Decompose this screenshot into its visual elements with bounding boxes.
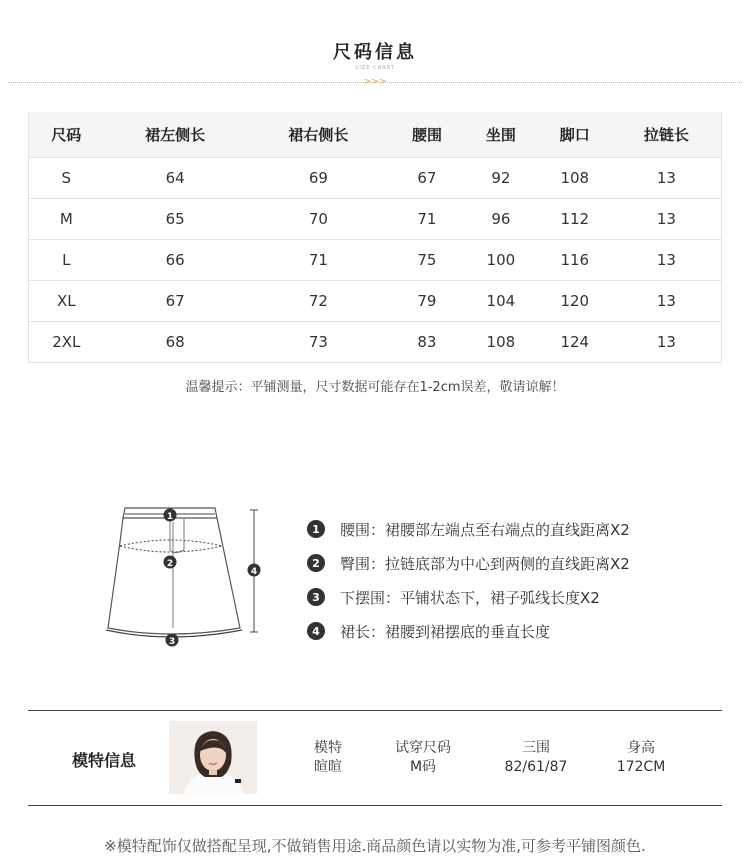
table-cell: 71 xyxy=(390,199,464,240)
table-cell: 65 xyxy=(104,199,247,240)
table-row xyxy=(29,158,722,199)
legend-item xyxy=(307,580,630,614)
table-cell: L xyxy=(29,240,104,281)
legend-text: 腰围：裙腰部左端点至右端点的直线距离X2 xyxy=(340,520,630,539)
svg-text:3: 3 xyxy=(168,637,176,647)
table-cell: 116 xyxy=(538,240,612,281)
header-cell: 裙右侧长 xyxy=(247,112,390,158)
table-row xyxy=(29,281,722,322)
model-size xyxy=(383,739,463,777)
table-cell: 13 xyxy=(612,281,722,322)
table-cell: 79 xyxy=(390,281,464,322)
size-table xyxy=(28,112,722,363)
table-cell: XL xyxy=(29,281,104,322)
table-cell: 69 xyxy=(247,158,390,199)
header-cell: 腰围 xyxy=(390,112,464,158)
table-cell: 112 xyxy=(538,199,612,240)
table-cell: 75 xyxy=(390,240,464,281)
model-height-value: 172CM xyxy=(616,759,666,775)
number-badge: 3 xyxy=(307,588,325,606)
table-cell: S xyxy=(29,158,104,199)
model-bottom-divider xyxy=(28,805,722,806)
model-top-divider xyxy=(28,710,722,711)
table-cell: 83 xyxy=(390,322,464,363)
legend-text: 臀围：拉链底部为中心到两侧的直线距离X2 xyxy=(340,554,630,573)
page-subtitle: SIZE CHART xyxy=(355,65,395,71)
table-cell: 73 xyxy=(247,322,390,363)
model-name xyxy=(303,739,353,777)
header xyxy=(0,38,750,71)
model-photo xyxy=(169,721,257,794)
disclaimer-footer: ※模特配饰仅做搭配呈现,不做销售用途.商品颜色请以实物为准,可参考平铺图颜色. xyxy=(104,837,646,855)
legend-text: 裙长：裙腰到裙摆底的垂直长度 xyxy=(340,622,551,641)
number-badge: 2 xyxy=(307,554,325,572)
header-cell: 坐围 xyxy=(464,112,538,158)
table-row xyxy=(29,199,722,240)
table-header-row xyxy=(29,112,722,158)
table-cell: 71 xyxy=(247,240,390,281)
table-row xyxy=(29,240,722,281)
measurement-legend xyxy=(307,512,630,648)
table-cell: 67 xyxy=(104,281,247,322)
table-cell: 13 xyxy=(612,322,722,363)
number-badge: 1 xyxy=(307,520,325,538)
table-cell: 108 xyxy=(464,322,538,363)
legend-item xyxy=(307,614,630,648)
table-cell: 72 xyxy=(247,281,390,322)
measurement-tip: 温馨提示：平铺测量，尺寸数据可能存在1-2cm误差，敬请谅解！ xyxy=(185,380,565,395)
model-measure-value: 82/61/87 xyxy=(504,759,568,775)
skirt-diagram xyxy=(100,500,270,650)
model-size-label: 试穿尺码 xyxy=(395,740,451,756)
header-cell: 拉链长 xyxy=(612,112,722,158)
table-cell: 120 xyxy=(538,281,612,322)
header-divider xyxy=(8,82,742,83)
table-cell: 67 xyxy=(390,158,464,199)
svg-text:2: 2 xyxy=(166,559,174,569)
table-cell: 104 xyxy=(464,281,538,322)
skirt-outline-icon xyxy=(100,500,270,650)
header-cell: 脚口 xyxy=(538,112,612,158)
table-cell: M xyxy=(29,199,104,240)
model-measure-label: 三围 xyxy=(522,740,550,756)
table-cell: 68 xyxy=(104,322,247,363)
table-cell: 13 xyxy=(612,158,722,199)
model-measurements xyxy=(493,739,579,777)
legend-item xyxy=(307,546,630,580)
model-height-label: 身高 xyxy=(627,740,655,756)
model-portrait-icon xyxy=(169,721,257,794)
table-cell: 70 xyxy=(247,199,390,240)
model-name-label: 模特 xyxy=(314,740,342,756)
header-cell: 尺码 xyxy=(29,112,104,158)
model-name-value: 暄暄 xyxy=(314,759,342,775)
table-cell: 96 xyxy=(464,199,538,240)
legend-text: 下摆围：平铺状态下，裙子弧线长度X2 xyxy=(340,588,600,607)
table-cell: 64 xyxy=(104,158,247,199)
table-cell: 92 xyxy=(464,158,538,199)
arrows-decoration: >>> xyxy=(363,77,387,87)
model-size-value: M码 xyxy=(409,759,437,775)
table-cell: 100 xyxy=(464,240,538,281)
model-section-label: 模特信息 xyxy=(72,751,137,770)
table-cell: 66 xyxy=(104,240,247,281)
svg-text:4: 4 xyxy=(250,567,258,577)
header-cell: 裙左侧长 xyxy=(104,112,247,158)
table-row xyxy=(29,322,722,363)
table-cell: 2XL xyxy=(29,322,104,363)
number-badge: 4 xyxy=(307,622,325,640)
table-cell: 13 xyxy=(612,240,722,281)
model-height xyxy=(606,739,676,777)
table-cell: 124 xyxy=(538,322,612,363)
legend-item xyxy=(307,512,630,546)
svg-text:1: 1 xyxy=(166,512,174,522)
table-cell: 108 xyxy=(538,158,612,199)
table-cell: 13 xyxy=(612,199,722,240)
page-title: 尺码信息 xyxy=(333,42,417,63)
